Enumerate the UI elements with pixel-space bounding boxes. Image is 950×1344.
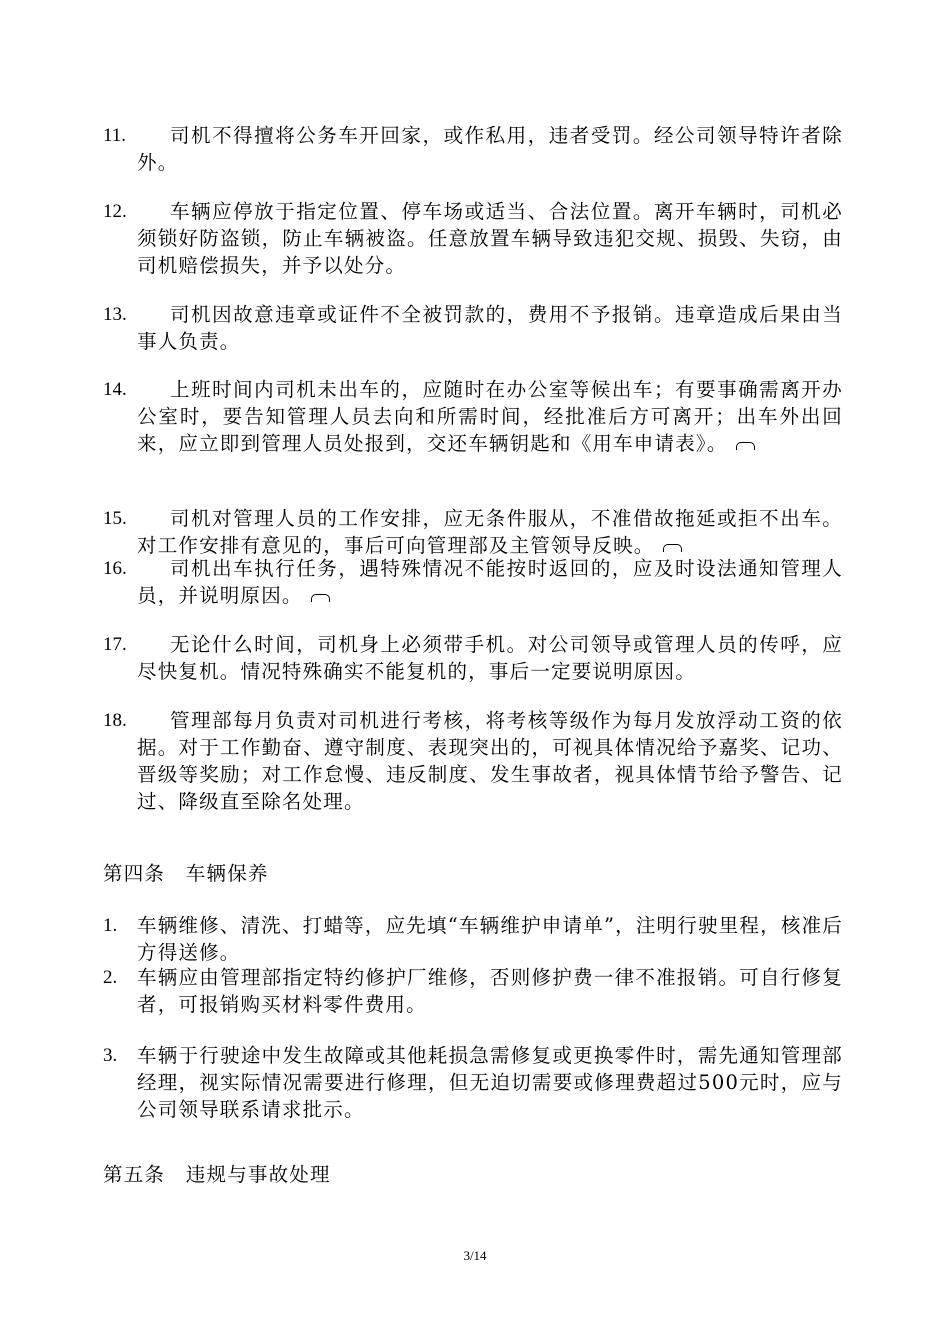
- paragraph-mark-icon: [311, 594, 330, 602]
- item-text: 司机不得擅将公务车开回家，或作私用，违者受罚。经公司领导特许者除外。: [137, 124, 843, 174]
- item-number: 14.: [103, 379, 127, 400]
- item-text: 无论什么时间，司机身上必须带手机。对公司领导或管理人员的传呼，应尽快复机。情况特殊确实不能复机的，事后一定要说明原因。: [137, 633, 843, 683]
- list-item: [103, 301, 843, 355]
- item-number: 12.: [103, 201, 127, 222]
- item-text-wrapper: [137, 505, 843, 559]
- item-number: 2.: [103, 967, 118, 988]
- item-text: 车辆维修、清洗、打蜡等，应先填“车辆维护申请单”，注明行驶里程，核准后方得送修。: [137, 914, 843, 964]
- list-item: [103, 707, 843, 815]
- list-item: [103, 505, 843, 559]
- item-number: 18.: [103, 710, 127, 731]
- item-text: 车辆于行驶途中发生故障或其他耗损急需修复或更换零件时，需先通知管理部经理，视实际情况需要进行修理，但无迫切需要或修理费超过500元时，应与公司领导联系请求批示。: [137, 1044, 843, 1121]
- paragraph-mark-icon: [663, 544, 682, 552]
- item-number: 13.: [103, 304, 127, 325]
- list-item: [103, 631, 843, 685]
- item-text-wrapper: [137, 555, 843, 609]
- list-item: [103, 1042, 843, 1123]
- list-item: [103, 198, 843, 279]
- item-number: 3.: [103, 1045, 118, 1066]
- list-item: [103, 912, 843, 966]
- item-text: 司机出车执行任务，遇特殊情况不能按时返回的，应及时设法通知管理人员，并说明原因。: [137, 557, 843, 607]
- page-number: 3/14: [463, 1248, 487, 1263]
- item-text: 车辆应停放于指定位置、停车场或适当、合法位置。离开车辆时，司机必须锁好防盗锁，防止车辆被盗。任意放置车辆导致违犯交规、损毁、失窃，由司机赔偿损失，并予以处分。: [137, 200, 843, 277]
- item-text: 司机因故意违章或证件不全被罚款的，费用不予报销。违章造成后果由当事人负责。: [137, 303, 843, 353]
- item-text: 车辆应由管理部指定特约修护厂维修，否则修护费一律不准报销。可自行修复者，可报销购买材料零件费用。: [137, 966, 843, 1016]
- list-item: [103, 964, 843, 1018]
- item-number: 15.: [103, 508, 127, 529]
- list-item: [103, 555, 843, 609]
- item-number: 17.: [103, 634, 127, 655]
- section-heading: 第五条 违规与事故处理: [103, 1163, 331, 1186]
- item-number: 1.: [103, 915, 118, 936]
- item-text-wrapper: [137, 376, 843, 457]
- section-heading: 第四条 车辆保养: [103, 862, 269, 885]
- list-item: [103, 376, 843, 457]
- list-item: [103, 122, 843, 176]
- item-text: 上班时间内司机未出车的，应随时在办公室等候出车；有要事确需离开办公室时，要告知管理人员去向和所需时间，经批准后方可离开；出车外出回来，应立即到管理人员处报到，交还车辆钥匙和《用车申请表》。: [137, 378, 843, 455]
- item-number: 16.: [103, 558, 127, 579]
- item-text: 司机对管理人员的工作安排，应无条件服从，不准借故拖延或拒不出车。对工作安排有意见的，事后可向管理部及主管领导反映。: [137, 507, 843, 557]
- paragraph-mark-icon: [736, 442, 755, 450]
- item-number: 11.: [103, 125, 127, 146]
- item-text: 管理部每月负责对司机进行考核，将考核等级作为每月发放浮动工资的依据。对于工作勤奋、遵守制度、表现突出的，可视具体情况给予嘉奖、记功、晋级等奖励；对工作怠慢、违反制度、发生事故者，视具体情节给予警告、记过、降级直至除名处理。: [137, 709, 843, 813]
